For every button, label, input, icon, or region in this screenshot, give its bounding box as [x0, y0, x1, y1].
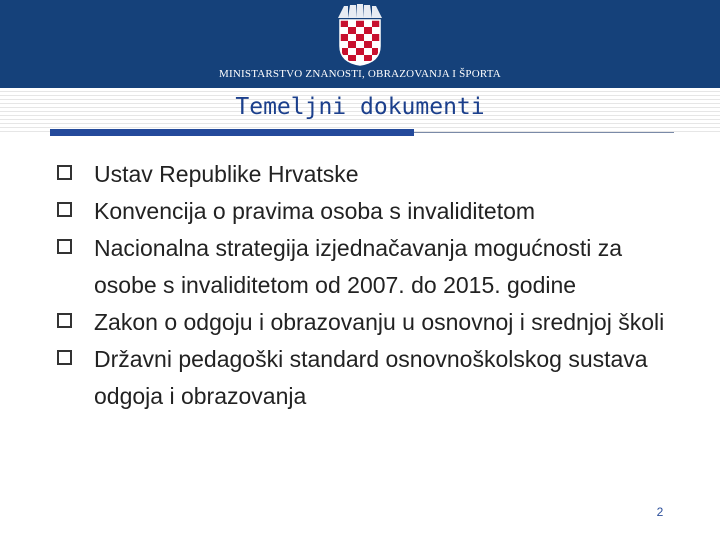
list-item	[0, 341, 684, 415]
title-underline-rule	[414, 132, 674, 133]
hollow-square-icon	[57, 239, 72, 254]
list-item-text: Nacionalna strategija izjednačavanja mogućnosti za osobe s invaliditetom od 2007. do 2015. godine	[94, 235, 623, 298]
croatian-coat-of-arms-icon	[336, 4, 384, 66]
hollow-square-icon	[57, 313, 72, 328]
hollow-square-icon	[57, 350, 72, 365]
list-item-text: Ustav Republike Hrvatske	[94, 161, 359, 187]
hollow-square-icon	[57, 202, 72, 217]
title-underline-bar	[50, 129, 414, 136]
list-item-text: Konvencija o pravima osoba s invaliditetom	[94, 198, 536, 224]
page-number: 2	[656, 505, 664, 519]
slide-title: Temeljni dokumenti	[235, 94, 485, 120]
hollow-square-icon	[57, 165, 72, 180]
list-item	[0, 193, 684, 230]
list-item	[0, 304, 684, 341]
list-item	[0, 230, 684, 304]
document-list	[0, 156, 720, 415]
list-item	[0, 156, 684, 193]
ministry-header	[0, 0, 720, 88]
list-item-text: Državni pedagoški standard osnovnoškolskog sustava odgoja i obrazovanja	[94, 346, 648, 409]
list-item-text: Zakon o odgoju i obrazovanju u osnovnoj i srednjoj školi	[94, 309, 665, 335]
ministry-name: MINISTARSTVO ZNANOSTI, OBRAZOVANJA I ŠPORTA	[219, 68, 501, 80]
